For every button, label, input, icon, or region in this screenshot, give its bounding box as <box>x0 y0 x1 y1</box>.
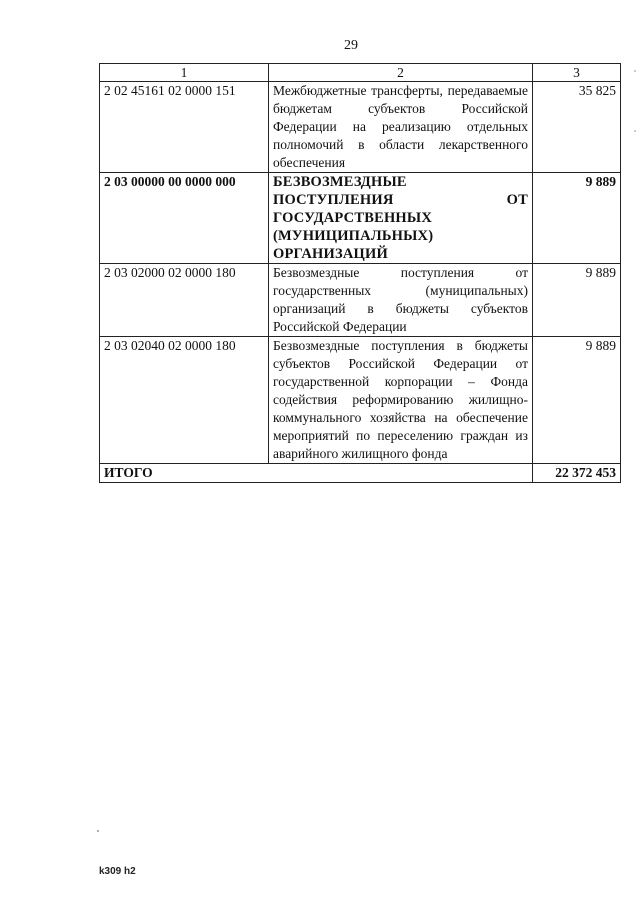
table-row <box>100 337 621 464</box>
budget-code-cell: 2 03 02000 02 0000 180 <box>100 264 269 337</box>
scan-speck <box>97 830 99 832</box>
amount-cell: 9 889 <box>533 173 621 264</box>
budget-code-cell: 2 02 45161 02 0000 151 <box>100 82 269 173</box>
budget-code-cell: 2 03 00000 00 0000 000 <box>100 173 269 264</box>
description-cell: БЕЗВОЗМЕЗДНЫЕ ПОСТУПЛЕНИЯ ОТ ГОСУДАРСТВЕННЫХ (МУНИЦИПАЛЬНЫХ) ОРГАНИЗАЦИЙ <box>269 173 533 264</box>
page-number: 29 <box>344 38 358 53</box>
amount-cell: 35 825 <box>533 82 621 173</box>
table-row <box>100 173 621 264</box>
table-body <box>100 82 621 483</box>
revenue-table <box>99 63 621 483</box>
table-header <box>100 64 621 82</box>
column-header-3: 3 <box>533 64 621 82</box>
scan-speck <box>634 130 636 132</box>
total-amount: 22 372 453 <box>533 464 621 483</box>
scan-speck <box>634 70 636 72</box>
total-row <box>100 464 621 483</box>
footer-mark: k309 h2 <box>99 866 136 877</box>
column-header-1: 1 <box>100 64 269 82</box>
description-cell: Межбюджетные трансферты, передаваемые бюджетам субъектов Российской Федерации на реализацию отдельных полномочий в области лекарственного обеспечения <box>269 82 533 173</box>
budget-code-cell: 2 03 02040 02 0000 180 <box>100 337 269 464</box>
table-header-row <box>100 64 621 82</box>
table-row <box>100 82 621 173</box>
column-header-2: 2 <box>269 64 533 82</box>
total-label: ИТОГО <box>100 464 533 483</box>
amount-cell: 9 889 <box>533 264 621 337</box>
table-row <box>100 264 621 337</box>
amount-cell: 9 889 <box>533 337 621 464</box>
description-cell: Безвозмездные поступления в бюджеты субъектов Российской Федерации от государственной корпорации – Фонда содействия реформированию жилищно-коммунального хозяйства на обеспечение мероприятий по переселению граждан из аварийного жилищного фонда <box>269 337 533 464</box>
description-cell: Безвозмездные поступления от государственных (муниципальных) организаций в бюджеты субъектов Российской Федерации <box>269 264 533 337</box>
